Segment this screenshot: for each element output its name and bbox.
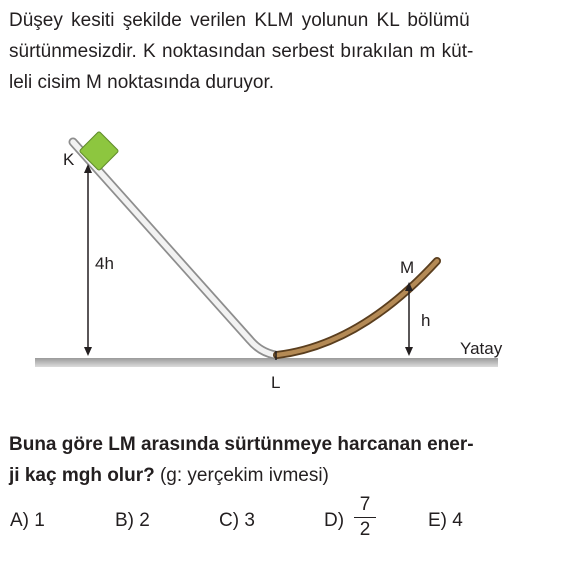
label-m: M — [400, 258, 415, 277]
problem-line-2: sürtünmesizdir. K noktasından serbest bırakılan m küt- — [9, 41, 474, 62]
choice-d[interactable]: D) — [324, 510, 345, 531]
block-mass-m — [79, 131, 119, 171]
height-4h-arrow — [84, 164, 92, 356]
answer-choices — [0, 494, 576, 544]
choice-c[interactable]: C) 3 — [219, 510, 255, 531]
problem-line-3: leli cisim M noktasında duruyor. — [9, 72, 275, 93]
label-4h: 4h — [95, 254, 114, 273]
choice-a[interactable]: A) 1 — [10, 510, 45, 531]
question-text — [9, 429, 474, 491]
label-k: K — [63, 150, 75, 169]
fraction-numerator: 7 — [359, 494, 371, 515]
choice-b[interactable]: B) 2 — [115, 510, 150, 531]
choice-d-fraction[interactable] — [354, 494, 376, 541]
problem-statement — [9, 5, 569, 98]
fraction-bar — [354, 517, 376, 518]
problem-line-1: Düşey kesiti şekilde verilen KLM yolunun KL bölümü — [9, 10, 470, 31]
fraction-denominator: 2 — [359, 519, 371, 540]
label-l: L — [271, 373, 281, 392]
choice-e[interactable]: E) 4 — [428, 510, 463, 531]
question-bold-line-2: ji kaç mgh olur? — [9, 465, 155, 486]
question-note: (g: yerçekim ivmesi) — [154, 465, 329, 486]
question-bold-line-1: Buna göre LM arasında sürtünmeye harcanan ener- — [9, 434, 474, 455]
label-horizontal: Yatay — [460, 339, 503, 358]
track-diagram — [0, 128, 576, 398]
ground-surface — [35, 358, 498, 367]
label-h: h — [421, 311, 431, 330]
